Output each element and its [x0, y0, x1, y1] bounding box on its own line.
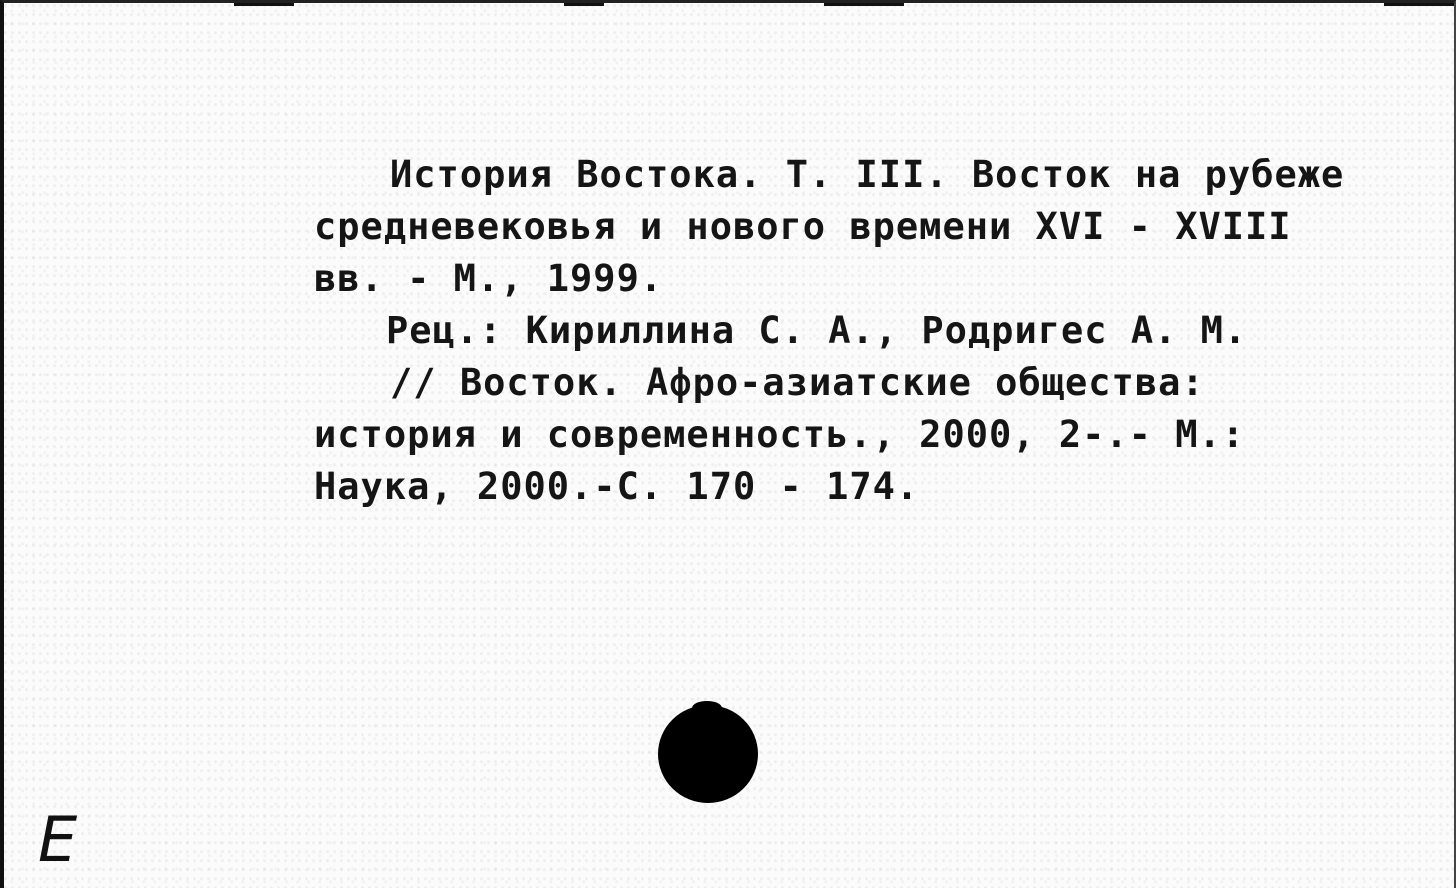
bibliographic-entry — [314, 149, 1414, 513]
scan-edge-mark — [564, 3, 604, 6]
entry-line-publication: вв. - М., 1999. — [314, 257, 664, 300]
scan-edge-mark — [234, 3, 294, 6]
shelf-letter: E — [38, 803, 78, 876]
entry-line-title-cont: средневековья и нового времени XVI - XVIII — [314, 205, 1292, 248]
entry-line-journal: // Восток. Афро-азиатские общества: — [390, 361, 1205, 404]
entry-line-pages: Наука, 2000.-С. 170 - 174. — [314, 465, 920, 508]
entry-line-journal-cont: история и современность., 2000, 2-.- М.: — [314, 413, 1246, 456]
entry-line-reviewers: Рец.: Кириллина С. А., Родригес А. М. — [386, 309, 1248, 352]
scan-edge-mark — [824, 3, 904, 6]
entry-line-title: История Востока. Т. III. Восток на рубеже — [390, 153, 1345, 196]
punch-hole — [658, 705, 758, 803]
scan-edge-mark — [1384, 3, 1456, 6]
